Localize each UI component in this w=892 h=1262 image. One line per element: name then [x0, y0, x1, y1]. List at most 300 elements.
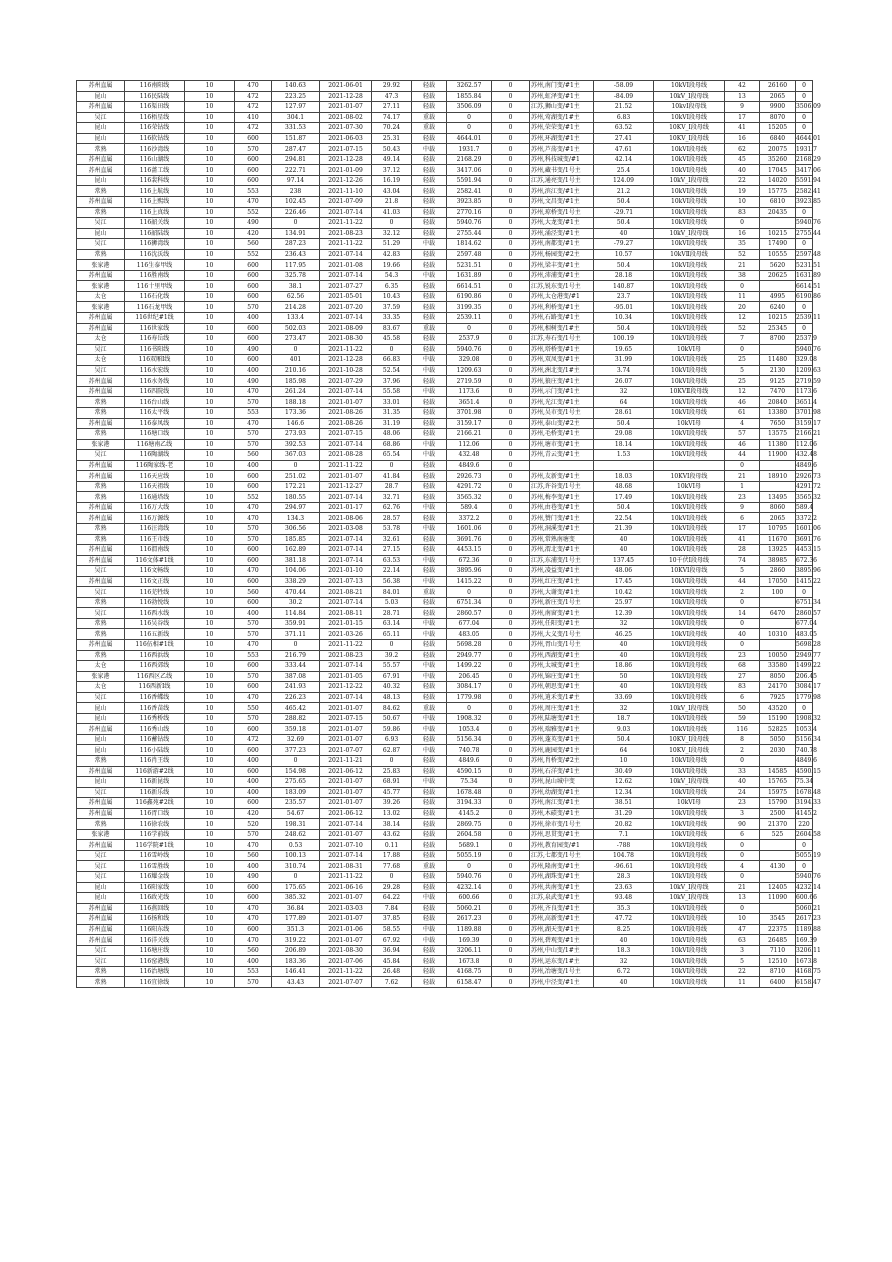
cell-load-rate: 42.83 — [372, 249, 412, 260]
cell-margin: -84.09 — [594, 91, 654, 102]
cell-load-rate: 50.43 — [372, 144, 412, 155]
cell-current: 294.81 — [272, 154, 320, 165]
cell-margin: 18.14 — [594, 439, 654, 450]
cell-count: 23 — [725, 798, 760, 809]
cell-remaining: 5940.76 — [796, 219, 821, 227]
cell-capacity: 13925 — [760, 545, 796, 556]
cell-value-0: 0 — [492, 903, 530, 914]
cell-capacity: 2065 — [760, 91, 796, 102]
cell-value-0: 0 — [492, 576, 530, 587]
cell-feeder-name: 116新游#2线 — [125, 766, 185, 777]
cell-busbar: 10kVI段母线 — [654, 829, 725, 840]
cell-load-rate: 68.91 — [372, 777, 412, 788]
cell-load-rate: 38.14 — [372, 819, 412, 830]
cell-count: 74 — [725, 555, 760, 566]
cell-available-capacity: 677.04 — [447, 618, 492, 629]
cell-substation: 苏州,塘市变/#1主 — [530, 439, 594, 450]
cell-feeder-name: 116汪湾线 — [125, 523, 185, 534]
cell-available-capacity: 5698.28 — [447, 639, 492, 650]
cell-remaining: 0 — [796, 302, 813, 313]
table-row — [77, 112, 813, 123]
cell-busbar: 10千伏Ⅰ段母线 — [654, 555, 725, 566]
cell-load-status: 中载 — [412, 555, 447, 566]
cell-current: 465.42 — [272, 703, 320, 714]
cell-substation: 苏州,琼桥变/1号主 — [530, 207, 594, 218]
cell-load-rate: 65.54 — [372, 450, 412, 461]
table-row — [77, 618, 813, 629]
cell-date: 2021-07-14 — [320, 555, 372, 566]
cell-date: 2021-08-21 — [320, 587, 372, 598]
cell-substation: 苏州,虹泽变/#1主 — [530, 91, 594, 102]
cell-feeder-name: 116水务线 — [125, 376, 185, 387]
cell-current: 173.36 — [272, 407, 320, 418]
cell-rated-current: 600 — [235, 471, 272, 482]
cell-date: 2021-01-07 — [320, 798, 372, 809]
cell-load-status: 重载 — [412, 323, 447, 334]
cell-load-status: 轻载 — [412, 418, 447, 429]
cell-value-0: 0 — [492, 756, 530, 767]
table-row — [77, 587, 813, 598]
cell-rated-current: 600 — [235, 798, 272, 809]
cell-load-status: 轻载 — [412, 692, 447, 703]
cell-area: 张家港 — [77, 439, 125, 450]
cell-capacity: 7470 — [760, 386, 796, 397]
cell-load-status: 轻载 — [412, 840, 447, 851]
cell-feeder-name: 116西郊线 — [125, 661, 185, 672]
cell-area: 吴江 — [77, 787, 125, 798]
cell-current: 333.44 — [272, 661, 320, 672]
cell-substation: 苏州,青云变/#1主 — [530, 450, 594, 461]
cell-feeder-name: 116西水线 — [125, 608, 185, 619]
cell-substation: 苏州,中山变/1#主 — [530, 945, 594, 956]
cell-value-0: 0 — [492, 197, 530, 208]
cell-area: 张家港 — [77, 281, 125, 292]
cell-available-capacity: 3372.2 — [447, 513, 492, 524]
cell-load-status: 轻载 — [412, 639, 447, 650]
table-row — [77, 766, 813, 777]
cell-margin: 32 — [594, 386, 654, 397]
cell-load-rate: 33.35 — [372, 313, 412, 324]
cell-value-0: 0 — [492, 302, 530, 313]
cell-feeder-name: 116沈沃线 — [125, 249, 185, 260]
cell-busbar: 10kVⅠ段母线 — [654, 808, 725, 819]
cell-substation: 苏州,光江变/#1主 — [530, 397, 594, 408]
cell-load-status: 轻载 — [412, 956, 447, 967]
cell-current: 38.1 — [272, 281, 320, 292]
cell-available-capacity: 2926.73 — [447, 471, 492, 482]
cell-value-0: 0 — [492, 819, 530, 830]
cell-busbar: 10kVⅠ段母线 — [654, 850, 725, 861]
table-row — [77, 682, 813, 693]
cell-capacity: 24170 — [760, 682, 796, 693]
cell-current: 223.25 — [272, 91, 320, 102]
cell-capacity: 6810 — [760, 197, 796, 208]
cell-rated-current: 600 — [235, 291, 272, 302]
cell-feeder-name: 116上真线 — [125, 207, 185, 218]
cell-available-capacity: 2168.29 — [447, 154, 492, 165]
cell-rated-current: 560 — [235, 587, 272, 598]
cell-substation: 苏州,大龙变/#1主 — [530, 218, 594, 229]
cell-area: 常熟 — [77, 144, 125, 155]
cell-area: 苏州直属 — [77, 808, 125, 819]
cell-load-rate: 37.96 — [372, 376, 412, 387]
cell-available-capacity: 3506.09 — [447, 102, 492, 113]
table-row — [77, 281, 813, 292]
cell-area: 昆山 — [77, 893, 125, 904]
cell-busbar: 10KV_Ⅰ段母线 — [654, 734, 725, 745]
cell-date: 2021-07-14 — [320, 850, 372, 861]
cell-load-rate: 70.24 — [372, 123, 412, 134]
cell-load-rate: 39.26 — [372, 798, 412, 809]
cell-substation: 苏州,梅李变/#1主 — [530, 492, 594, 503]
cell-current: 502.03 — [272, 323, 320, 334]
cell-rated-current: 410 — [235, 112, 272, 123]
cell-load-rate: 25.83 — [372, 766, 412, 777]
cell-voltage: 10 — [185, 260, 235, 271]
cell-busbar: 10kVI段母线 — [654, 692, 725, 703]
cell-load-rate: 25.31 — [372, 133, 412, 144]
cell-current: 175.65 — [272, 882, 320, 893]
cell-rated-current: 470 — [235, 840, 272, 851]
cell-available-capacity: 3565.32 — [447, 492, 492, 503]
cell-available-capacity: 3262.57 — [447, 81, 492, 92]
cell-busbar: 10kVⅠ段母线 — [654, 313, 725, 324]
cell-capacity: 8060 — [760, 502, 796, 513]
cell-feeder-name: 116西新Ⅰ线 — [125, 682, 185, 693]
cell-rated-current: 472 — [235, 102, 272, 113]
cell-area: 太仓 — [77, 682, 125, 693]
cell-load-rate: 37.85 — [372, 914, 412, 925]
cell-substation: 苏州,凌益变/#1主 — [530, 566, 594, 577]
table-row — [77, 197, 813, 208]
table-row — [77, 355, 813, 366]
cell-current: 114.84 — [272, 608, 320, 619]
table-row — [77, 861, 813, 872]
cell-capacity: 15765 — [760, 777, 796, 788]
cell-value-0: 0 — [492, 829, 530, 840]
cell-date: 2021-11-10 — [320, 186, 372, 197]
cell-capacity: 14020 — [760, 175, 796, 186]
cell-value-0: 0 — [492, 840, 530, 851]
cell-count: 3 — [725, 808, 760, 819]
cell-busbar: 10kVI母 — [654, 798, 725, 809]
cell-rated-current: 400 — [235, 956, 272, 967]
cell-remaining: 672.36 — [796, 556, 817, 564]
cell-load-status: 轻载 — [412, 850, 447, 861]
cell-margin: 27.41 — [594, 133, 654, 144]
cell-date: 2021-01-17 — [320, 502, 372, 513]
cell-available-capacity: 0 — [447, 703, 492, 714]
cell-area: 昆山 — [77, 133, 125, 144]
cell-substation: 苏州,教育园变/#1 — [530, 840, 594, 851]
cell-load-rate: 6.93 — [372, 734, 412, 745]
cell-count: 68 — [725, 661, 760, 672]
cell-rated-current: 600 — [235, 893, 272, 904]
table-row — [77, 207, 813, 218]
cell-load-rate: 51.29 — [372, 239, 412, 250]
cell-value-0: 0 — [492, 481, 530, 492]
cell-feeder-name: 116胜南线 — [125, 270, 185, 281]
cell-value-0: 0 — [492, 471, 530, 482]
cell-load-rate: 36.94 — [372, 945, 412, 956]
cell-remaining: 5940.76 — [796, 873, 821, 881]
cell-rated-current: 400 — [235, 756, 272, 767]
cell-rated-current: 470 — [235, 914, 272, 925]
table-row — [77, 914, 813, 925]
cell-value-0: 0 — [492, 966, 530, 977]
cell-date: 2021-05-01 — [320, 291, 372, 302]
cell-date: 2021-08-06 — [320, 513, 372, 524]
cell-area: 苏州直属 — [77, 798, 125, 809]
cell-capacity: 14585 — [760, 766, 796, 777]
cell-load-status: 重载 — [412, 112, 447, 123]
cell-capacity: 15190 — [760, 713, 796, 724]
cell-available-capacity: 1189.88 — [447, 924, 492, 935]
cell-current: 180.55 — [272, 492, 320, 503]
cell-rated-current: 400 — [235, 787, 272, 798]
cell-busbar: 10KVⅠ段母线 — [654, 471, 725, 482]
cell-margin: 10.42 — [594, 587, 654, 598]
cell-rated-current: 600 — [235, 597, 272, 608]
cell-area: 吴江 — [77, 239, 125, 250]
cell-busbar: 10kVⅠ段母线 — [654, 513, 725, 524]
cell-substation: 江苏,锐东变/1号主 — [530, 281, 594, 292]
cell-capacity: 7650 — [760, 418, 796, 429]
cell-capacity — [760, 618, 796, 629]
cell-area: 苏州直属 — [77, 418, 125, 429]
cell-capacity — [760, 218, 796, 229]
cell-available-capacity: 329.08 — [447, 355, 492, 366]
cell-area: 苏州直属 — [77, 935, 125, 946]
cell-area: 吴江 — [77, 365, 125, 376]
cell-busbar: 10kVI段母线 — [654, 323, 725, 334]
cell-load-rate: 45.58 — [372, 334, 412, 345]
cell-capacity: 12405 — [760, 882, 796, 893]
cell-capacity: 20840 — [760, 397, 796, 408]
cell-margin: 19.65 — [594, 344, 654, 355]
cell-voltage: 10 — [185, 334, 235, 345]
cell-load-status: 中载 — [412, 144, 447, 155]
cell-current: 261.24 — [272, 386, 320, 397]
cell-load-status: 中载 — [412, 924, 447, 935]
cell-voltage: 10 — [185, 249, 235, 260]
cell-feeder-name: 116双厢Ⅰ线 — [125, 355, 185, 366]
cell-value-0: 0 — [492, 460, 530, 471]
cell-area: 常熟 — [77, 523, 125, 534]
cell-load-rate: 37.59 — [372, 302, 412, 313]
cell-feeder-name: 116上熙线 — [125, 197, 185, 208]
cell-remaining: 3417.06 — [796, 166, 821, 174]
cell-margin: 48.68 — [594, 481, 654, 492]
cell-remaining: 1931.7 — [796, 145, 817, 153]
cell-busbar: 10kVⅠ段母线 — [654, 492, 725, 503]
cell-feeder-name: 116寿岳线 — [125, 334, 185, 345]
cell-rated-current: 470 — [235, 903, 272, 914]
cell-value-0: 0 — [492, 650, 530, 661]
cell-voltage: 10 — [185, 481, 235, 492]
cell-load-status: 轻载 — [412, 945, 447, 956]
cell-substation: 苏州,芦荡变/#1主 — [530, 144, 594, 155]
cell-busbar: 10kVⅠ段母线 — [654, 281, 725, 292]
cell-substation: 苏州,鹿园变/#1主 — [530, 745, 594, 756]
cell-count: 83 — [725, 682, 760, 693]
cell-current: 273.47 — [272, 334, 320, 345]
cell-load-rate: 40.32 — [372, 682, 412, 693]
cell-rated-current: 470 — [235, 935, 272, 946]
cell-voltage: 10 — [185, 734, 235, 745]
cell-load-status: 轻载 — [412, 302, 447, 313]
cell-substation: 江苏,狮山变/#1主 — [530, 102, 594, 113]
cell-remaining: 1173.6 — [796, 388, 817, 396]
cell-margin: 46.25 — [594, 629, 654, 640]
cell-count: 33 — [725, 766, 760, 777]
cell-remaining: 1678.48 — [796, 788, 821, 796]
cell-load-rate: 0 — [372, 872, 412, 883]
cell-margin: 21.52 — [594, 102, 654, 113]
cell-margin: 20.82 — [594, 819, 654, 830]
cell-substation: 苏州,碧观变/#1主 — [530, 935, 594, 946]
cell-load-status: 中载 — [412, 270, 447, 281]
cell-count: 24 — [725, 787, 760, 798]
cell-current: 236.43 — [272, 249, 320, 260]
cell-current: 226.23 — [272, 692, 320, 703]
cell-area: 苏州直属 — [77, 724, 125, 735]
cell-feeder-name: 116肖王线 — [125, 756, 185, 767]
cell-capacity: 13495 — [760, 492, 796, 503]
cell-feeder-name: 116万大线 — [125, 502, 185, 513]
cell-rated-current: 490 — [235, 344, 272, 355]
cell-substation: 苏州,瑞雅变/#1主 — [530, 724, 594, 735]
cell-load-rate: 0.11 — [372, 840, 412, 851]
cell-load-rate: 10.43 — [372, 291, 412, 302]
table-row — [77, 502, 813, 513]
cell-area: 常熟 — [77, 397, 125, 408]
cell-substation: 苏州,常熟南塘变 — [530, 534, 594, 545]
cell-feeder-name: 116上航线 — [125, 186, 185, 197]
cell-current: 214.28 — [272, 302, 320, 313]
cell-area: 昆山 — [77, 91, 125, 102]
table-row — [77, 555, 813, 566]
cell-value-0: 0 — [492, 450, 530, 461]
cell-remaining: 3084.17 — [796, 683, 821, 691]
cell-capacity: 25345 — [760, 323, 796, 334]
table-row — [77, 534, 813, 545]
cell-feeder-name: 116生泰甲线 — [125, 260, 185, 271]
cell-rated-current: 400 — [235, 313, 272, 324]
cell-remaining: 5231.51 — [796, 261, 821, 269]
cell-substation: 苏州,沛浦变/#1主 — [530, 270, 594, 281]
cell-date: 2021-07-14 — [320, 492, 372, 503]
cell-value-0: 0 — [492, 418, 530, 429]
cell-load-rate: 0 — [372, 460, 412, 471]
cell-rated-current: 570 — [235, 618, 272, 629]
cell-capacity — [760, 903, 796, 914]
cell-area: 苏州直属 — [77, 639, 125, 650]
cell-feeder-name: 116十里甲线 — [125, 281, 185, 292]
cell-load-rate: 58.55 — [372, 924, 412, 935]
cell-value-0: 0 — [492, 608, 530, 619]
cell-capacity — [760, 481, 796, 492]
cell-date: 2021-07-14 — [320, 207, 372, 218]
cell-voltage: 10 — [185, 355, 235, 366]
cell-feeder-name: 116天应线 — [125, 471, 185, 482]
cell-voltage: 10 — [185, 460, 235, 471]
cell-feeder-name: 116文体#1线 — [125, 555, 185, 566]
cell-value-0: 0 — [492, 281, 530, 292]
cell-count: 16 — [725, 228, 760, 239]
cell-area: 苏州直属 — [77, 197, 125, 208]
cell-count: 57 — [725, 429, 760, 440]
cell-voltage: 10 — [185, 397, 235, 408]
table-row — [77, 344, 813, 355]
cell-margin: 137.45 — [594, 555, 654, 566]
cell-remaining: 4168.75 — [796, 968, 821, 976]
cell-count: 23 — [725, 650, 760, 661]
cell-date: 2021-08-31 — [320, 861, 372, 872]
cell-value-0: 0 — [492, 386, 530, 397]
cell-date: 2021-01-06 — [320, 924, 372, 935]
cell-current: 127.97 — [272, 102, 320, 113]
cell-feeder-name: 116吴谷线 — [125, 618, 185, 629]
cell-remaining: 5156.34 — [796, 736, 821, 744]
cell-remaining: 4291.72 — [796, 483, 821, 491]
table-row — [77, 903, 813, 914]
cell-date: 2021-08-11 — [320, 608, 372, 619]
cell-capacity: 38985 — [760, 555, 796, 566]
cell-count: 9 — [725, 502, 760, 513]
cell-value-0: 0 — [492, 618, 530, 629]
cell-value-0: 0 — [492, 787, 530, 798]
cell-rated-current: 570 — [235, 144, 272, 155]
cell-count: 21 — [725, 882, 760, 893]
cell-area: 常熟 — [77, 207, 125, 218]
cell-margin: -29.71 — [594, 207, 654, 218]
cell-value-0: 0 — [492, 724, 530, 735]
cell-voltage: 10 — [185, 777, 235, 788]
cell-available-capacity: 2597.48 — [447, 249, 492, 260]
cell-rated-current: 570 — [235, 429, 272, 440]
cell-date: 2021-07-14 — [320, 386, 372, 397]
cell-count: 44 — [725, 450, 760, 461]
cell-margin: 31.29 — [594, 808, 654, 819]
cell-busbar: 10kVⅠ段母线 — [654, 935, 725, 946]
cell-remaining: 740.78 — [796, 746, 817, 754]
table-row — [77, 956, 813, 967]
cell-voltage: 10 — [185, 154, 235, 165]
cell-rated-current: 600 — [235, 682, 272, 693]
cell-available-capacity: 2539.11 — [447, 313, 492, 324]
cell-voltage: 10 — [185, 608, 235, 619]
cell-substation: 苏州,肖桥变/#2主 — [530, 756, 594, 767]
cell-load-rate: 53.78 — [372, 523, 412, 534]
cell-capacity — [760, 850, 796, 861]
cell-count: 0 — [725, 460, 760, 471]
cell-feeder-name: 116渠田线 — [125, 102, 185, 113]
cell-rated-current: 552 — [235, 207, 272, 218]
cell-substation: 苏州,荣荣变/#1主 — [530, 123, 594, 134]
cell-rated-current: 570 — [235, 302, 272, 313]
cell-capacity: 7925 — [760, 692, 796, 703]
cell-available-capacity: 4168.75 — [447, 966, 492, 977]
cell-area: 常熟 — [77, 756, 125, 767]
cell-current: 238 — [272, 186, 320, 197]
cell-feeder-name: 116雪岭线 — [125, 850, 185, 861]
cell-remaining: 1209.63 — [796, 367, 821, 375]
cell-count: 0 — [725, 639, 760, 650]
cell-count: 21 — [725, 471, 760, 482]
cell-remaining: 3895.96 — [796, 567, 821, 575]
cell-substation: 苏州,石路变/#1主 — [530, 313, 594, 324]
